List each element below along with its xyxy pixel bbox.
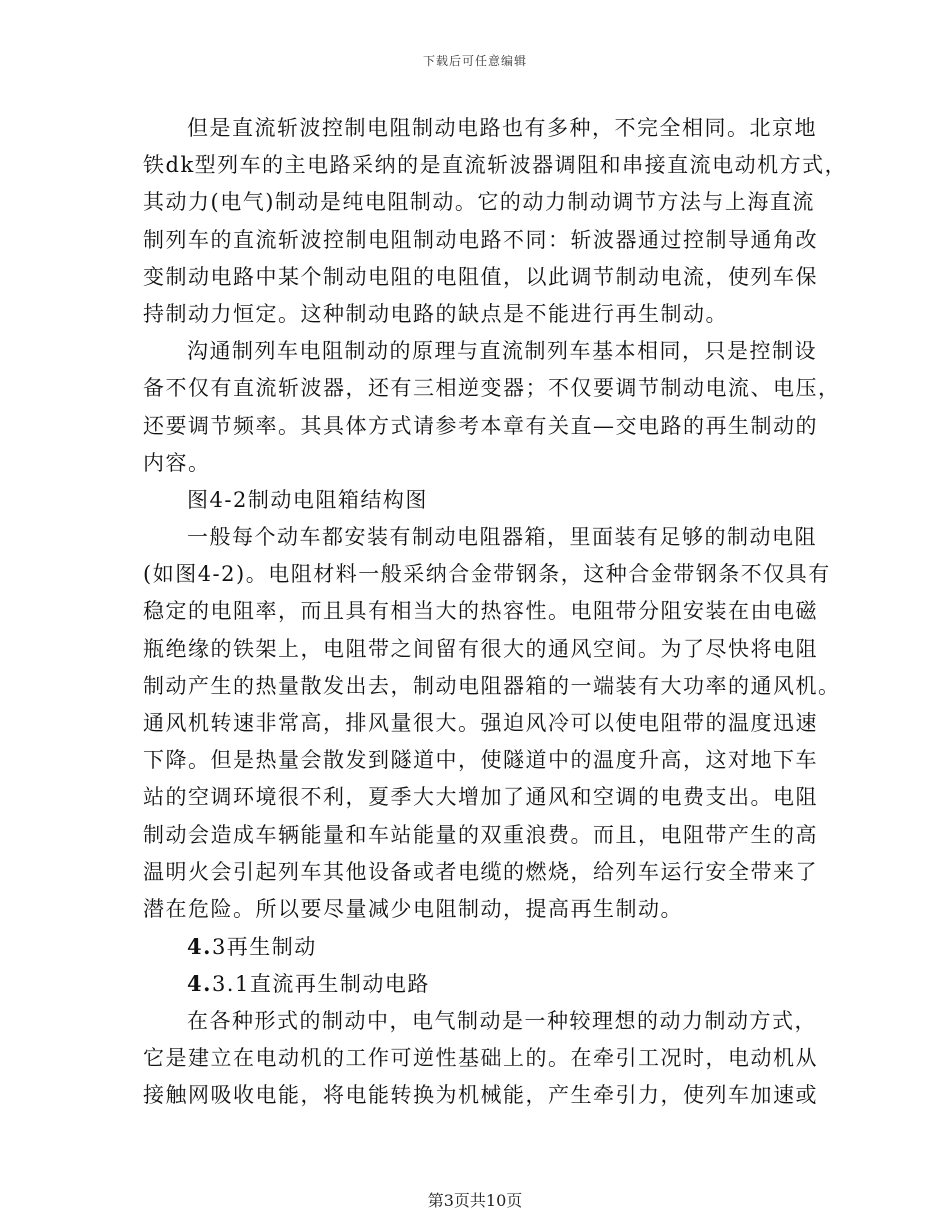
paragraph-line: 变制动电路中某个制动电阻的电阻值，以此调节制动电流，使列车保 [143,264,818,289]
paragraph-line: 在各种形式的制动中，电气制动是一种较理想的动力制动方式， [187,1008,817,1033]
page-header: 下载后可任意编辑 [422,54,527,68]
paragraph-line: 但是直流斩波控制电阻制动电路也有多种，不完全相同。北京地 [187,116,817,140]
paragraph-line: 它是建立在电动机的工作可逆性基础上的。在牵引工况时，电动机从 [143,1045,818,1070]
paragraph-line: 还要调节频率。其具体方式请参考本章有关直—交电路的再生制动的 [143,413,818,438]
paragraph-line: 瓶绝缘的铁架上，电阻带之间留有很大的通风空间。为了尽快将电阻 [143,636,818,661]
figure-caption: 图4-2制动电阻箱结构图 [187,487,428,512]
paragraph-line: 铁dk型列车的主电路采纳的是直流斩波器调阻和串接直流电动机方式， [143,153,848,178]
paragraph-line: 站的空调环境很不利，夏季大大增加了通风和空调的电费支出。电阻 [143,785,818,810]
section-number: 4. [187,934,212,960]
page-footer: 第3页共10页 [427,1191,523,1210]
paragraph-line: 制动产生的热量散发出去，制动电阻器箱的一端装有大功率的通风机。 [143,673,841,698]
paragraph-line: 温明火会引起列车其他设备或者电缆的燃烧，给列车运行安全带来了 [143,859,818,884]
paragraph-line: 制动会造成车辆能量和车站能量的双重浪费。而且，电阻带产生的高 [143,822,818,847]
paragraph-line: 通风机转速非常高，排风量很大。强迫风冷可以使电阻带的温度迅速 [143,711,818,735]
paragraph-line: 备不仅有直流斩波器，还有三相逆变器；不仅要调节制动电流、电压， [143,376,841,401]
paragraph-line: 内容。 [143,450,211,475]
section-number: 4. [187,971,212,997]
paragraph-line: 稳定的电阻率，而且具有相当大的热容性。电阻带分阻安装在由电磁 [143,599,818,624]
paragraph-line: 潜在危险。所以要尽量减少电阻制动，提高再生制动。 [143,896,683,921]
section-title: 3再生制动 [211,935,317,960]
section-heading-4-3-1 [143,965,803,1002]
paragraph-line: 下降。但是热量会散发到隧道中，使隧道中的温度升高，这对地下车 [143,748,818,773]
paragraph-line: (如图4-2)。电阻材料一般采纳合金带钢条，这种合金带钢条不仅具有 [143,562,831,587]
paragraph-line: 接触网吸收电能，将电能转换为机械能，产生牵引力，使列车加速或 [143,1082,818,1107]
paragraph-line: 一般每个动车都安装有制动电阻器箱，里面装有足够的制动电阻 [187,525,817,550]
paragraph-line: 制列车的直流斩波控制电阻制动电路不同：斩波器通过控制导通角改 [143,227,818,252]
section-title: 3.1直流再生制动电路 [211,972,430,997]
section-heading-4-3 [143,928,803,965]
paragraph-line: 持制动力恒定。这种制动电路的缺点是不能进行再生制动。 [143,301,728,326]
paragraph-line: 其动力(电气)制动是纯电阻制动。它的动力制动调节方法与上海直流 [143,190,815,215]
paragraph-line: 沟通制列车电阻制动的原理与直流制列车基本相同，只是控制设 [187,339,817,364]
document-body [143,110,848,1114]
